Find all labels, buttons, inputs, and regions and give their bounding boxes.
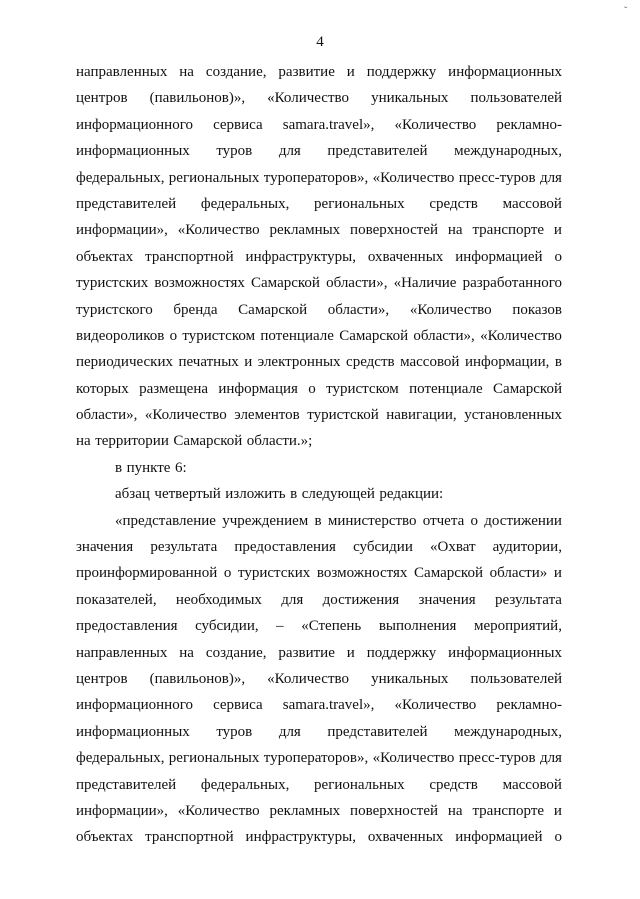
word: охваченных [367, 829, 444, 846]
word: Самарской [173, 433, 243, 450]
word: объектах [76, 248, 134, 265]
word: в [314, 512, 322, 529]
word: и [553, 802, 562, 819]
word: видеороликов [76, 327, 165, 344]
word: Самарской [251, 275, 320, 292]
word: «Количество [177, 222, 260, 239]
word: значения [76, 539, 134, 556]
word: области», [327, 301, 390, 318]
text-line [76, 89, 562, 115]
word: поверхностей [350, 222, 439, 239]
word: пресс-туров [458, 169, 536, 186]
word: «Охват [429, 539, 476, 556]
word: представителей [327, 723, 428, 740]
word: информацией [455, 248, 543, 265]
word: территории [95, 433, 169, 450]
word: информационных [448, 644, 562, 661]
word: области», [76, 407, 138, 424]
page-number: 4 [316, 34, 324, 50]
word: бренда [173, 301, 218, 318]
word: показов [512, 301, 562, 318]
word: отчета [422, 512, 465, 529]
word: информации», [76, 222, 168, 239]
word: аудитории, [492, 539, 562, 556]
word: и [346, 644, 355, 661]
word: Самарской [238, 301, 308, 318]
word: «Количество [372, 169, 455, 186]
word: поддержку [366, 644, 437, 661]
word: редакции: [379, 486, 444, 503]
word: туристском [326, 380, 399, 397]
word: информационного [76, 697, 193, 714]
word: средств [429, 776, 478, 793]
word: показателей, [76, 591, 157, 608]
word: рекламных [269, 222, 341, 239]
word: информации», [76, 802, 168, 819]
word: туроператоров», [263, 169, 369, 186]
word: проинформированной [76, 565, 218, 582]
word: региональных [314, 195, 405, 212]
word: для [539, 750, 562, 767]
word: информационных [76, 723, 190, 740]
word: региональных [168, 750, 260, 767]
word: пресс-туров [458, 750, 536, 767]
word: размещена [139, 380, 209, 397]
text-line [76, 564, 562, 590]
word: сервиса [213, 116, 263, 133]
word: уникальных [371, 90, 449, 107]
word: направленных [76, 64, 168, 80]
word: области», [413, 327, 475, 344]
word: создание, [205, 64, 267, 80]
word: навигации, [386, 407, 457, 424]
word: международных, [454, 723, 562, 740]
word: массовой [400, 354, 460, 371]
word: туристской [307, 407, 379, 424]
word: информационных [448, 64, 562, 80]
word: транспорте [472, 222, 545, 239]
word: представителей [76, 776, 177, 793]
word: и [553, 565, 562, 582]
word: рекламно- [496, 116, 562, 133]
word: элементов [234, 407, 300, 424]
text-line [76, 353, 562, 379]
word: «Степень [301, 618, 362, 635]
text-line [76, 327, 562, 353]
text-line [76, 406, 562, 432]
word: развитие [278, 644, 335, 661]
word: средств [346, 354, 395, 371]
word: Самарской [414, 565, 483, 582]
word: samara.travel», [282, 116, 375, 133]
word: для [278, 143, 301, 160]
word: «Количество [267, 90, 349, 107]
text-line [76, 380, 562, 406]
word: массовой [502, 195, 562, 212]
word: «Количество [409, 301, 492, 318]
text-line [76, 828, 562, 854]
word: 6: [174, 459, 187, 476]
word: на [447, 802, 463, 819]
word: в [554, 354, 562, 371]
word: поверхностей [350, 802, 439, 819]
word: абзац [115, 486, 150, 503]
word: туров [216, 723, 253, 740]
word: которых [76, 380, 129, 397]
word: достижении [484, 512, 562, 529]
word: создание, [205, 644, 267, 661]
word: уникальных [371, 670, 449, 687]
word: и [346, 64, 355, 80]
word: «Количество [144, 407, 227, 424]
text-line [76, 116, 562, 142]
word: для [281, 591, 304, 608]
word: samara.travel», [282, 697, 375, 714]
word: в [115, 459, 123, 476]
word: транспортной [145, 248, 234, 265]
word: о [470, 512, 479, 529]
text-line [76, 538, 562, 564]
word: пользователей [470, 90, 562, 107]
word: выполнения [378, 618, 457, 635]
word: значения [418, 591, 476, 608]
word: печатных [178, 354, 239, 371]
word: туроператоров», [263, 750, 369, 767]
word: необходимых [175, 591, 262, 608]
word: охваченных [367, 248, 444, 265]
text-line [76, 670, 562, 696]
word: четвертый [154, 486, 221, 503]
text-line [76, 749, 562, 775]
word: «Количество [480, 327, 562, 344]
word: Самарской [493, 380, 562, 397]
text-line [76, 512, 562, 538]
word: «Количество [394, 697, 477, 714]
word: о [308, 380, 316, 397]
text-line [76, 723, 562, 749]
text-line [76, 459, 562, 485]
word: центров [76, 90, 128, 107]
word: туристском [182, 327, 256, 344]
word: туристского [76, 301, 153, 318]
word: изложить [225, 486, 286, 503]
text-line [76, 142, 562, 168]
scan-mark: ˇ [624, 6, 628, 17]
text-line [76, 195, 562, 221]
word: «Количество [177, 802, 260, 819]
word: на [76, 433, 91, 450]
text-line [76, 485, 562, 511]
word: на [179, 64, 194, 80]
text-line [76, 248, 562, 274]
text-line [76, 63, 562, 89]
word: информация [218, 380, 298, 397]
word: представителей [327, 143, 428, 160]
word: туров [216, 143, 253, 160]
text-line [76, 221, 562, 247]
word: поддержку [366, 64, 437, 80]
word: массовой [502, 776, 562, 793]
word: (павильонов)», [149, 670, 246, 687]
word: о [554, 829, 562, 846]
word: для [539, 169, 562, 186]
word: следующей [301, 486, 375, 503]
word: рекламно- [496, 697, 562, 714]
word: для [278, 723, 301, 740]
word: о [554, 248, 562, 265]
word: – [276, 618, 284, 635]
document-body [76, 63, 562, 855]
text-line [76, 776, 562, 802]
word: федеральных, [76, 169, 165, 186]
word: информационного [76, 116, 193, 133]
word: транспорте [472, 802, 545, 819]
word: пользователей [470, 670, 562, 687]
word: информации, [464, 354, 550, 371]
text-line [76, 617, 562, 643]
word: федеральных, [76, 750, 165, 767]
word: мероприятий, [473, 618, 562, 635]
word: представителей [76, 195, 177, 212]
word: возможностях [316, 565, 408, 582]
word: рекламных [269, 802, 341, 819]
word: развитие [278, 64, 335, 80]
word: «Количество [267, 670, 349, 687]
word: области», [326, 275, 388, 292]
word: международных, [454, 143, 562, 160]
word: установленных [464, 407, 562, 424]
word: потенциале [409, 380, 483, 397]
word: предоставления [234, 539, 336, 556]
word: субсидии, [195, 618, 259, 635]
word: «Количество [394, 116, 477, 133]
word: о [169, 327, 178, 344]
word: туристских [76, 275, 149, 292]
word: информационных [76, 143, 190, 160]
word: направленных [76, 644, 168, 661]
word: региональных [314, 776, 405, 793]
text-line [76, 274, 562, 300]
word: разработанного [462, 275, 562, 292]
text-line [76, 432, 562, 458]
word: инфраструктуры, [245, 248, 356, 265]
word: на [179, 644, 194, 661]
text-line [76, 169, 562, 195]
word: пункте [126, 459, 171, 476]
word: и [553, 222, 562, 239]
word: «представление [115, 512, 216, 529]
word: результата [495, 591, 562, 608]
word: электронных [257, 354, 341, 371]
word: области.»; [246, 433, 313, 450]
text-line [76, 696, 562, 722]
word: (павильонов)», [149, 90, 246, 107]
word: «Наличие [393, 275, 457, 292]
word: области» [489, 565, 548, 582]
word: региональных [168, 169, 260, 186]
word: в [290, 486, 298, 503]
word: «Количество [372, 750, 455, 767]
word: инфраструктуры, [245, 829, 356, 846]
word: транспортной [145, 829, 234, 846]
word: федеральных, [200, 776, 290, 793]
word: субсидии [353, 539, 413, 556]
text-line [76, 802, 562, 828]
word: центров [76, 670, 128, 687]
word: объектах [76, 829, 134, 846]
word: периодических [76, 354, 173, 371]
word: федеральных, [200, 195, 290, 212]
word: на [447, 222, 463, 239]
word: достижения [322, 591, 400, 608]
word: учреждением [222, 512, 309, 529]
word: средств [429, 195, 478, 212]
text-line [76, 644, 562, 670]
word: и [244, 354, 253, 371]
word: потенциале [260, 327, 334, 344]
word: о [223, 565, 232, 582]
word: информацией [455, 829, 543, 846]
word: туристских [238, 565, 311, 582]
text-line [76, 301, 562, 327]
word: Самарской [339, 327, 409, 344]
text-line [76, 591, 562, 617]
word: результата [150, 539, 218, 556]
word: сервиса [213, 697, 263, 714]
word: предоставления [76, 618, 178, 635]
word: возможностях [154, 275, 245, 292]
word: министерство [327, 512, 417, 529]
